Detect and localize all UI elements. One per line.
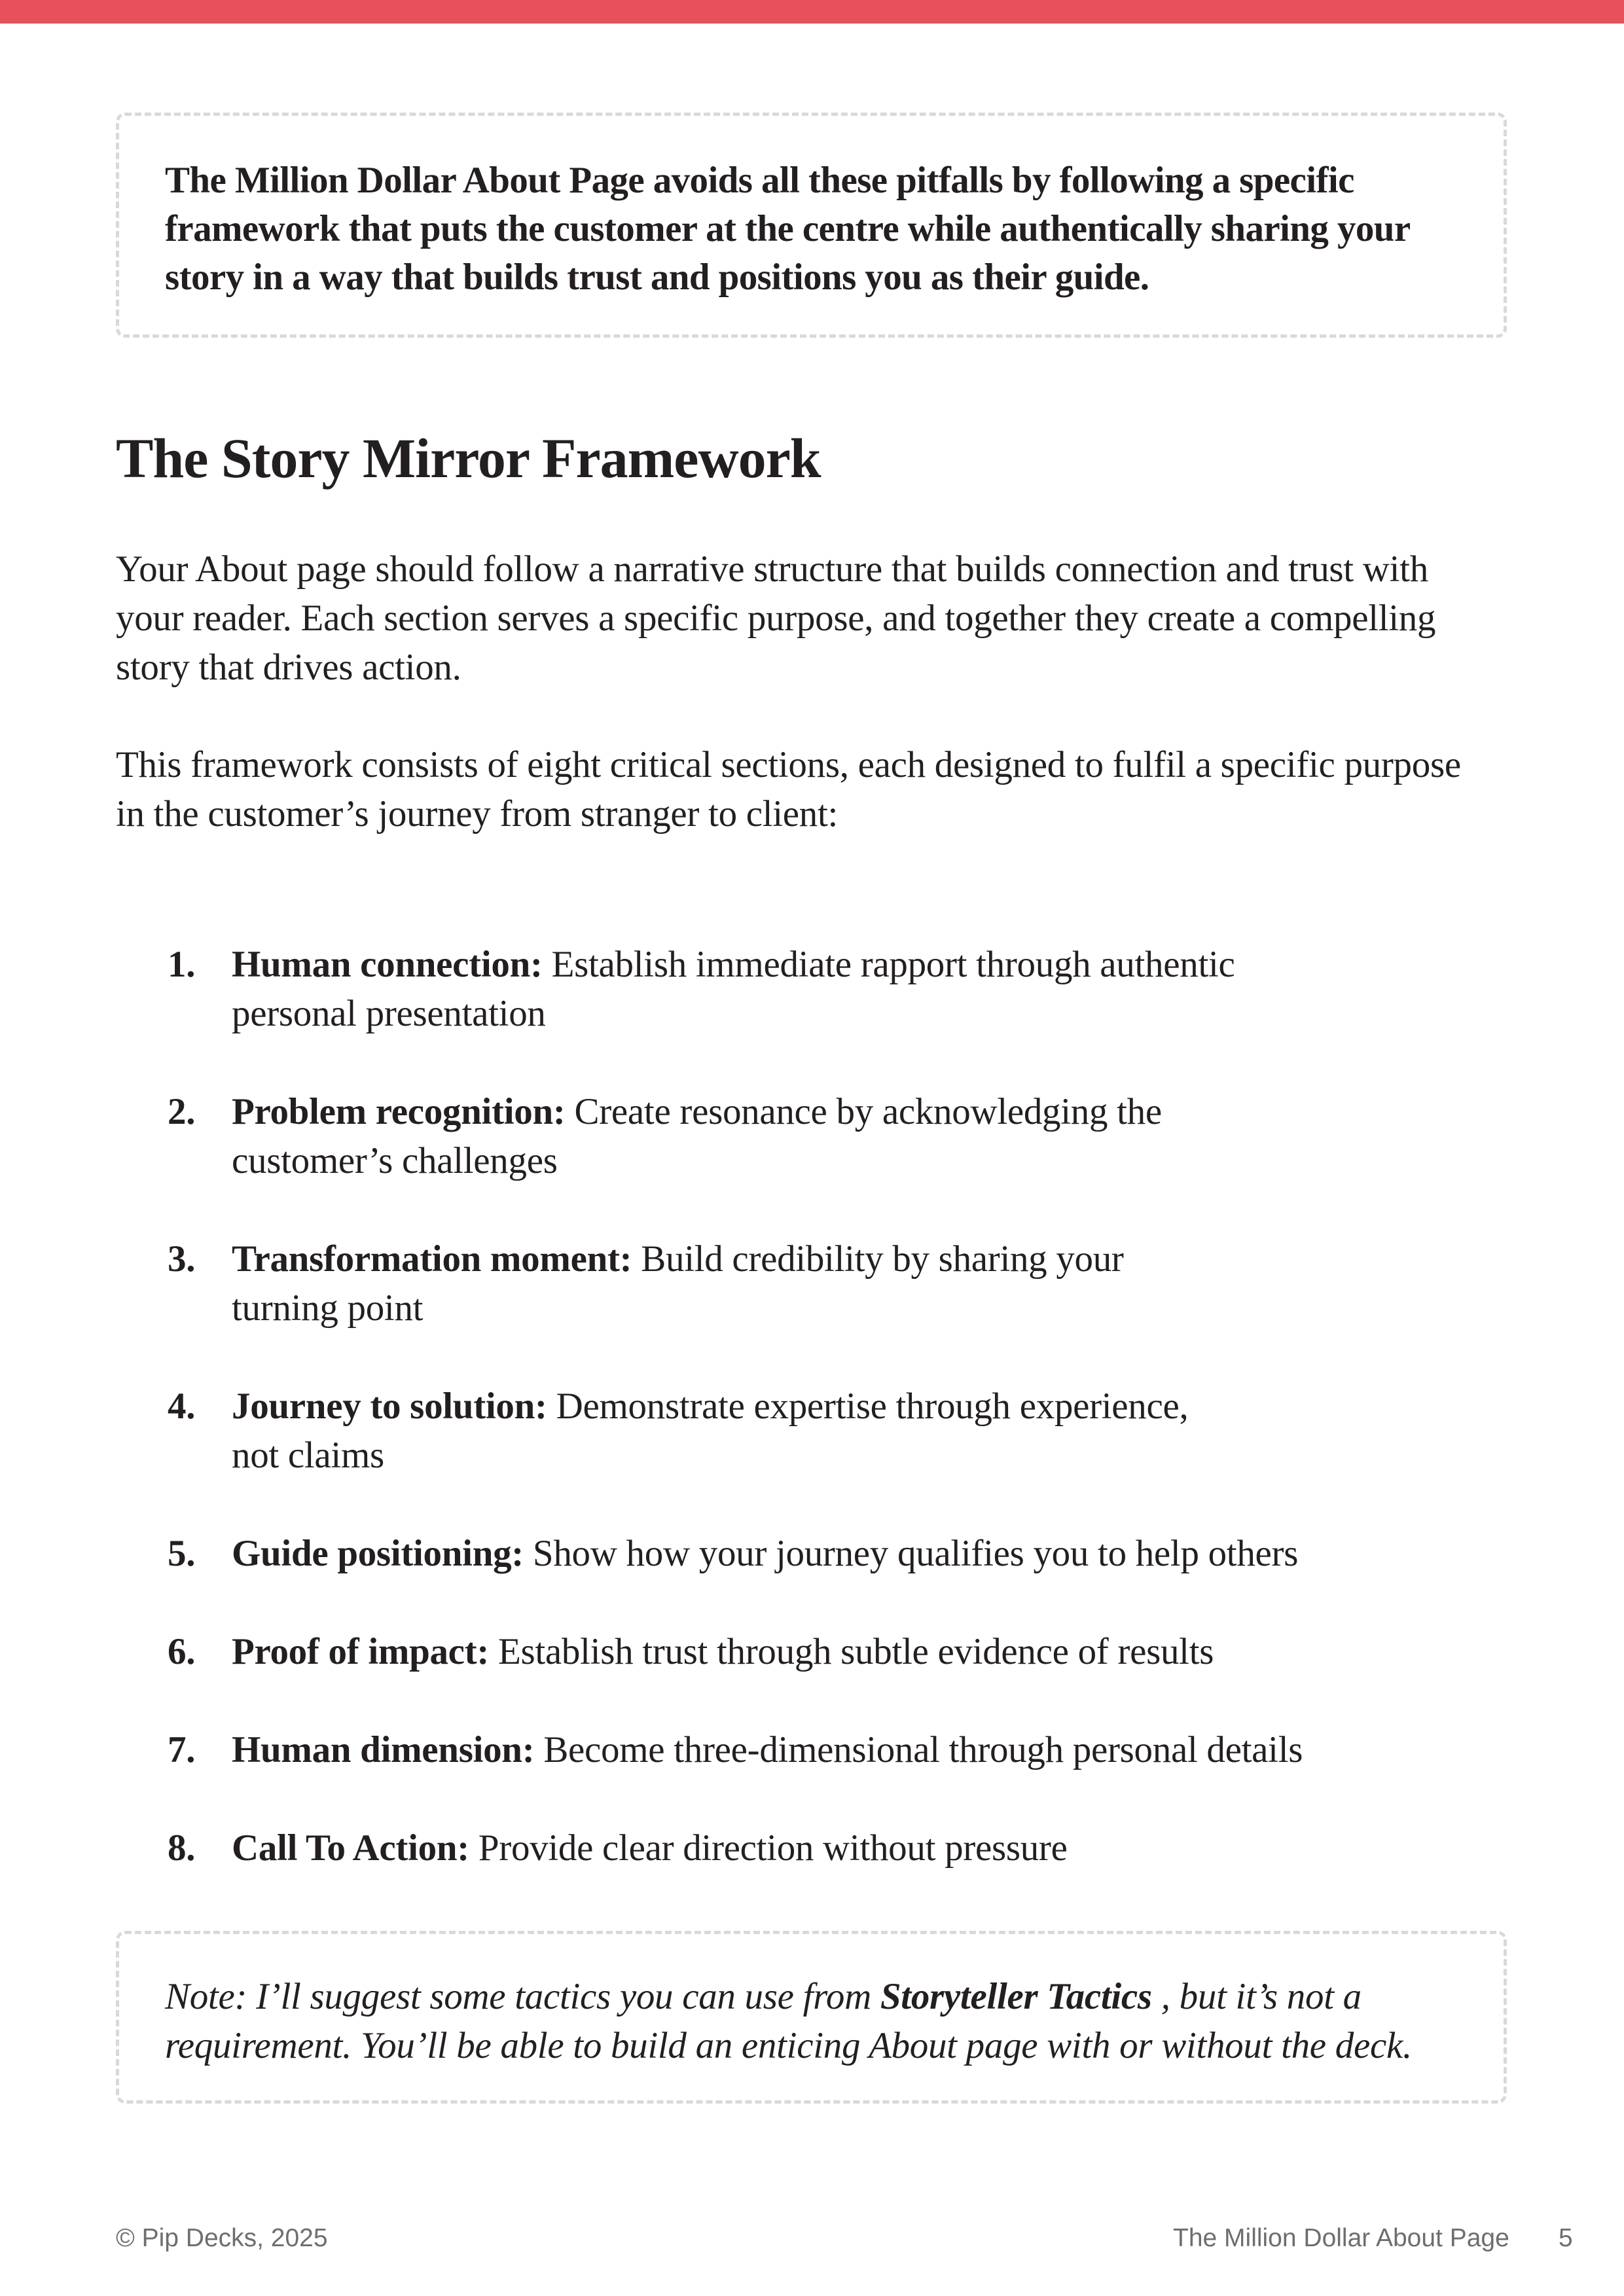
list-item-body [232,1725,1303,1774]
list-item-text: Demonstrate expertise through experience, [547,1386,1189,1427]
list-item-body [232,1823,1068,1873]
list-item-term: Problem recognition: [232,1091,566,1132]
list-item-body [232,940,1235,1038]
footer-page-number: 5 [1559,2224,1573,2252]
footer-copyright: © Pip Decks, 2025 [116,2224,328,2252]
list-item-term: Proof of impact: [232,1631,490,1672]
framework-paragraph-line-2: in the customer’s journey from stranger to client: [116,793,839,834]
list-item-number: 1. [168,944,196,985]
intro-line-3: story in a way that builds trust and positions you as their guide. [165,257,1149,298]
list-item-number: 3. [168,1238,196,1280]
list-item-term: Transformation moment: [232,1238,632,1280]
list-item-term: Human dimension: [232,1729,535,1770]
list-item-text: Create resonance by acknowledging the [565,1091,1162,1132]
list-item-text: Show how your journey qualifies you to help others [523,1533,1299,1574]
list-item-number: 7. [168,1729,196,1770]
list-item-text: Establish immediate rapport through authentic [542,944,1235,985]
list-item-body [232,1529,1298,1578]
list-item-text: Establish trust through subtle evidence of results [489,1631,1214,1672]
note-text [165,1972,1456,2070]
intro-paragraph-line-1: Your About page should follow a narrative structure that builds connection and trust with [116,548,1428,590]
note-prefix: Note: I’ll suggest some tactics you can use from [165,1976,880,2017]
list-item-text: Provide clear direction without pressure [469,1827,1068,1869]
list-item-text-continued: turning point [232,1287,424,1329]
storyteller-tactics-mention: Storyteller Tactics [880,1976,1152,2017]
framework-paragraph-line-1: This framework consists of eight critical sections, each designed to fulfil a specific purpose [116,744,1461,785]
intro-paragraph [116,545,1523,692]
list-item-body [232,1627,1214,1676]
list-item-text: Build credibility by sharing your [632,1238,1124,1280]
framework-paragraph [116,740,1523,838]
intro-paragraph-line-2: your reader. Each section serves a specific purpose, and together they create a compelling [116,598,1436,639]
intro-paragraph-line-3: story that drives action. [116,647,461,688]
list-item-body [232,1382,1188,1480]
note-suffix: , but it’s not a [1151,1976,1362,2017]
list-item-body [232,1234,1124,1333]
note-line-2: requirement. You’ll be able to build an enticing About page with or without the deck. [165,2025,1412,2066]
list-item-text-continued: not claims [232,1435,384,1476]
list-item-body [232,1087,1162,1185]
list-item-text-continued: customer’s challenges [232,1140,558,1181]
list-item-term: Journey to solution: [232,1386,547,1427]
intro-line-2: framework that puts the customer at the centre while authentically sharing your [165,208,1411,249]
list-item-text-continued: personal presentation [232,993,546,1034]
section-title: The Story Mirror Framework [116,427,821,490]
list-item-number: 2. [168,1091,196,1132]
footer-document-title: The Million Dollar About Page [1173,2224,1509,2252]
list-item-term: Human connection: [232,944,543,985]
note-callout [116,1931,1507,2104]
list-item-number: 8. [168,1827,196,1869]
list-item-number: 4. [168,1386,196,1427]
list-item-number: 6. [168,1631,196,1672]
intro-callout-text [165,156,1456,302]
list-item-term: Call To Action: [232,1827,469,1869]
list-item-text: Become three-dimensional through personal details [534,1729,1303,1770]
list-item-number: 5. [168,1533,196,1574]
intro-line-1: The Million Dollar About Page avoids all these pitfalls by following a specific [165,160,1354,201]
list-item-term: Guide positioning: [232,1533,524,1574]
intro-callout [116,113,1507,338]
top-accent-bar [0,0,1624,24]
